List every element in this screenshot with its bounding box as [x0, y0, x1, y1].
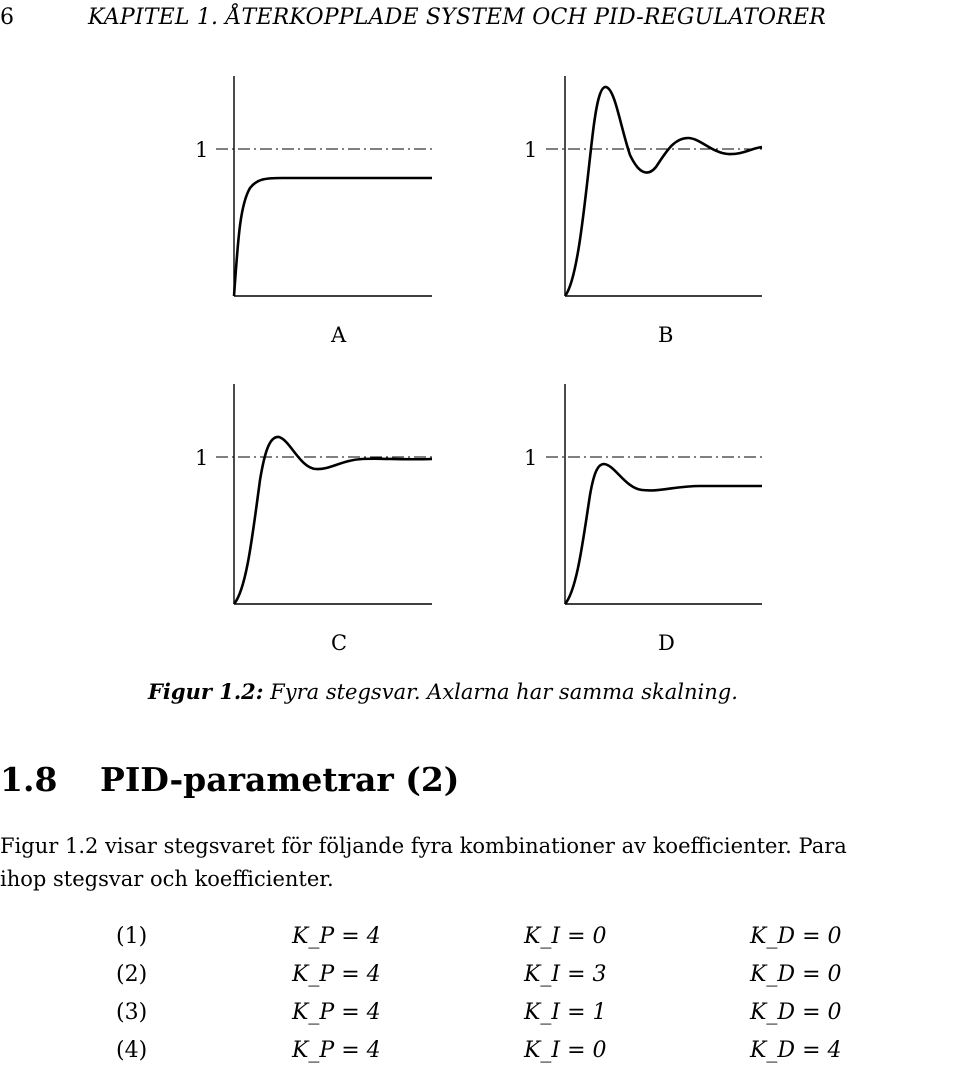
step-response-panel-a — [195, 76, 432, 347]
response-curve — [234, 178, 432, 296]
coefficient-row — [0, 956, 960, 994]
kp-value: K_P = 4 — [292, 962, 381, 987]
section-heading — [0, 758, 459, 802]
ki-value: K_I = 3 — [524, 962, 607, 987]
step-response-panel-d — [524, 384, 762, 655]
panel-label: B — [658, 323, 674, 347]
kp-value: K_P = 4 — [292, 1038, 381, 1063]
reference-label: 1 — [195, 446, 209, 470]
section-number: 1.8 — [0, 760, 58, 799]
panel-label: C — [331, 631, 348, 655]
kd-value: K_D = 0 — [750, 924, 842, 949]
chapter-title: KAPITEL 1. ÅTERKOPPLADE SYSTEM OCH PID-REGULATORER — [88, 5, 826, 30]
coefficient-row — [0, 994, 960, 1032]
kp-value: K_P = 4 — [292, 924, 381, 949]
kd-value: K_D = 0 — [750, 1000, 842, 1025]
kp-value: K_P = 4 — [292, 1000, 381, 1025]
response-curve — [565, 87, 762, 296]
panel-label: D — [658, 631, 675, 655]
ki-value: K_I = 0 — [524, 924, 607, 949]
page-number: 6 — [0, 5, 14, 30]
combination-index: (2) — [116, 962, 148, 987]
combination-index: (4) — [116, 1038, 148, 1063]
reference-label: 1 — [195, 138, 209, 162]
paragraph-line: ihop stegsvar och koefficienter. — [0, 867, 334, 891]
kd-value: K_D = 4 — [750, 1038, 842, 1063]
figure-caption — [148, 678, 738, 706]
caption-text: Fyra stegsvar. Axlarna har samma skalning. — [263, 680, 738, 704]
step-response-panel-c — [195, 384, 432, 655]
step-response-panel-b — [524, 76, 762, 347]
coefficient-row — [0, 918, 960, 956]
reference-label: 1 — [524, 138, 538, 162]
response-curve — [234, 437, 432, 604]
caption-label: Figur 1.2: — [148, 679, 264, 704]
body-paragraph — [0, 830, 960, 896]
ki-value: K_I = 0 — [524, 1038, 607, 1063]
response-curve — [565, 464, 762, 604]
ki-value: K_I = 1 — [524, 1000, 607, 1025]
section-title: PID-parametrar (2) — [100, 760, 460, 799]
combination-index: (1) — [116, 924, 148, 949]
combination-index: (3) — [116, 1000, 148, 1025]
reference-label: 1 — [524, 446, 538, 470]
coefficient-row — [0, 1032, 960, 1070]
paragraph-line: Figur 1.2 visar stegsvaret för följande fyra kombinationer av koefficienter. Para — [0, 834, 847, 858]
kd-value: K_D = 0 — [750, 962, 842, 987]
panel-label: A — [331, 323, 347, 347]
